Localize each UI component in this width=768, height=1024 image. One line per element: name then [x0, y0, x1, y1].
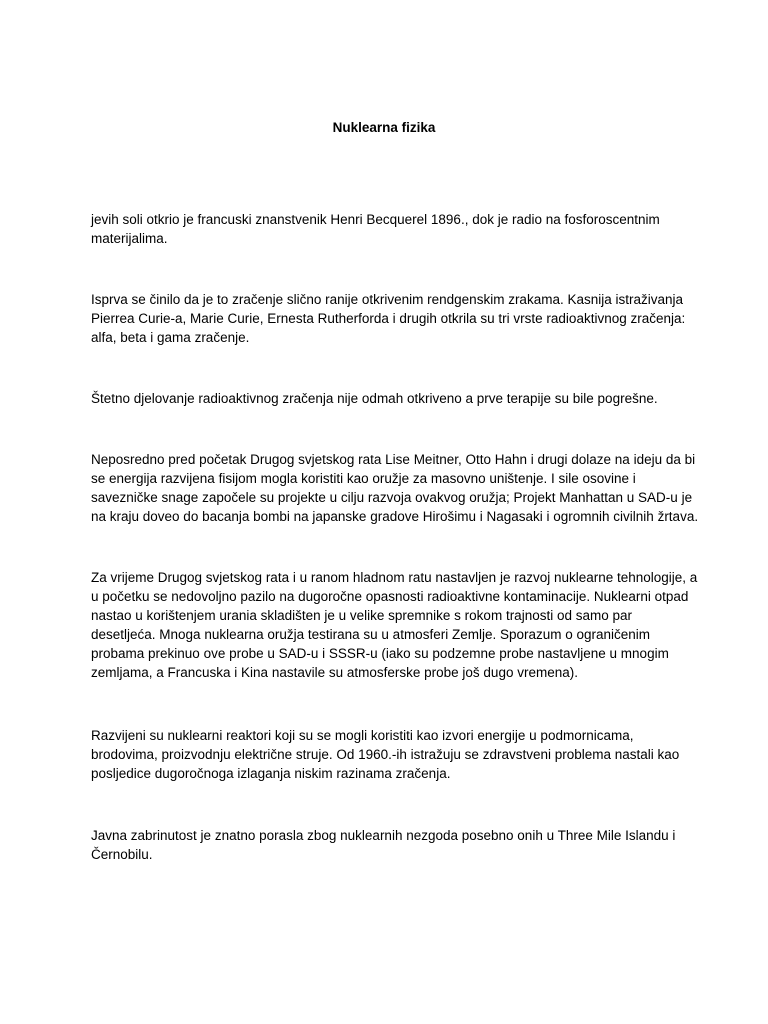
text-line: u početku se nedovoljno pazilo na dugoročne opasnosti radioaktivne kontaminacije. Nuklearni otpad — [91, 589, 689, 604]
text-line: probama prekinuo ove probe u SAD-u i SSSR-u (iako su podzemne probe nastavljene u mnogim — [91, 646, 669, 661]
text-line: na kraju doveo do bacanja bombi na japanske gradove Hirošimu i Nagasaki i ogromnih civilnih žrtava. — [91, 509, 699, 524]
paragraph-public-concern — [91, 826, 681, 864]
text-line: Pierrea Curie-a, Marie Curie, Ernesta Rutherforda i drugih otkrila su tri vrste radioaktivnog zračenja: — [91, 311, 686, 326]
text-line: Isprva se činilo da je to zračenje slično ranije otkrivenim rendgenskim zrakama. Kasnija istraživanja — [91, 292, 684, 307]
paragraph-radiation-types — [91, 290, 686, 347]
text-line: savezničke snage započele su projekte u cilju razvoja ovakvog oružja; Projekt Manhattan u SAD-u je — [91, 490, 693, 505]
text-line: Černobilu. — [91, 847, 153, 862]
text-line: Štetno djelovanje radioaktivnog zračenja nije odmah otkriveno a prve terapije su bile pogrešne. — [91, 391, 658, 406]
text-line: brodovima, proizvodnju električne struje. Od 1960.-ih istražuju se zdravstveni problema nastali kao — [91, 747, 680, 762]
text-line: alfa, beta i gama zračenje. — [91, 330, 250, 345]
text-line: Javna zabrinutost je znatno porasla zbog nuklearnih nezgoda posebno onih u Three Mile Islandu i — [91, 828, 676, 843]
text-line: se energija razvijena fisijom mogla koristiti kao oružje za masovno uništenje. I sile osovine i — [91, 471, 636, 486]
text-line: posljedice dugoročnoga izlaganja niskim razinama zračenja. — [91, 766, 451, 781]
text-line: Razvijeni su nuklearni reaktori koji su se mogli koristiti kao izvori energije u podmornicama, — [91, 728, 634, 743]
text-line: zemljama, a Francuska i Kina nastavile su atmosferske probe još dugo vremena). — [91, 665, 578, 680]
paragraph-cold-war — [91, 568, 698, 682]
paragraph-harmful-effects — [91, 389, 681, 408]
text-line: nastao u korištenjem urania skladišten je u velike spremnike s rokom trajnosti od samo par — [91, 608, 633, 623]
page-title: Nuklearna fizika — [332, 120, 436, 135]
paragraph-world-war — [91, 450, 699, 526]
text-line: Za vrijeme Drugog svjetskog rata i u ranom hladnom ratu nastavljen je razvoj nuklearne tehnologije, a — [91, 570, 698, 585]
text-line: desetljeća. Mnoga nuklearna oružja testirana su u atmosferi Zemlje. Sporazum o ograničenim — [91, 627, 651, 642]
paragraph-reactors — [91, 726, 681, 783]
text-line: materijalima. — [91, 231, 168, 246]
paragraph-discovery — [91, 210, 681, 248]
text-line: jevih soli otkrio je francuski znanstvenik Henri Becquerel 1896., dok je radio na fosforoscentnim — [91, 212, 660, 227]
text-line: Neposredno pred početak Drugog svjetskog rata Lise Meitner, Otto Hahn i drugi dolaze na ideju da bi — [91, 452, 696, 467]
